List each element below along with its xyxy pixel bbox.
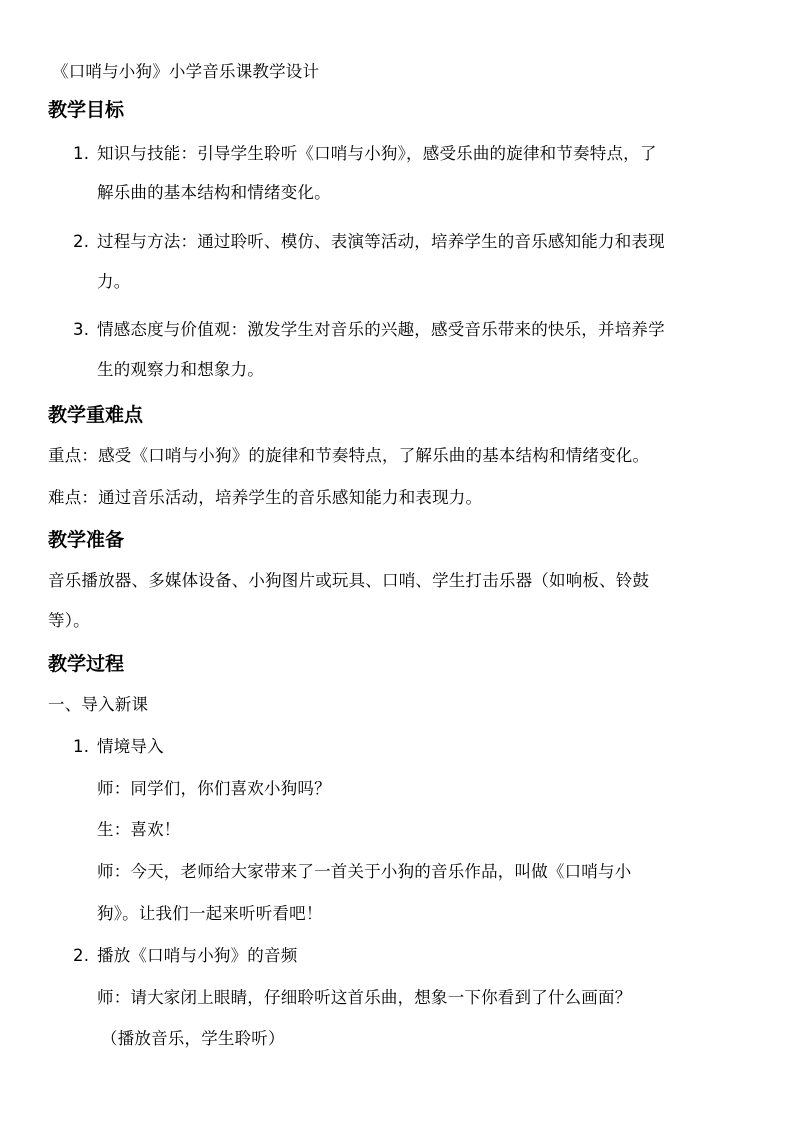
step-1	[73, 736, 164, 758]
focus-point: 重点：感受《口哨与小狗》的旋律和节奏特点，了解乐曲的基本结构和情绪变化。	[48, 446, 650, 465]
step-number-1: 1.	[73, 737, 90, 756]
step-label-1: 情境导入	[97, 737, 164, 756]
preparation-text-cont: 等）。	[48, 611, 90, 630]
preparation-heading: 教学准备	[48, 529, 125, 551]
objectives-heading: 教学目标	[48, 99, 125, 121]
objective-text-2-cont: 力。	[97, 272, 131, 291]
key-points-heading: 教学重难点	[48, 404, 144, 426]
objective-text-3: 情感态度与价值观：激发学生对音乐的兴趣，感受音乐带来的快乐，并培养学	[97, 320, 665, 339]
objective-item-2	[73, 231, 665, 253]
dialogue-teacher-2: 师：今天，老师给大家带来了一首关于小狗的音乐作品，叫做《口哨与小	[97, 862, 632, 881]
section-intro-heading: 一、导入新课	[48, 695, 149, 714]
dialogue-teacher-2-cont: 狗》。让我们一起来听听看吧！	[97, 904, 323, 923]
objective-text-2: 过程与方法：通过聆听、模仿、表演等活动，培养学生的音乐感知能力和表现	[97, 232, 665, 251]
stage-note: （播放音乐，学生聆听）	[101, 1029, 285, 1048]
dialogue-student-1: 生：喜欢！	[97, 820, 181, 839]
document-title: 《口哨与小狗》小学音乐课教学设计	[52, 62, 320, 81]
step-label-2: 播放《口哨与小狗》的音频	[97, 946, 298, 965]
preparation-text: 音乐播放器、多媒体设备、小狗图片或玩具、口哨、学生打击乐器（如响板、铃鼓	[48, 571, 650, 590]
objective-text-3-cont: 生的观察力和想象力。	[97, 360, 264, 379]
objective-item-1	[73, 143, 657, 165]
dialogue-teacher-3: 师：请大家闭上眼睛，仔细聆听这首乐曲，想象一下你看到了什么画面？	[97, 988, 632, 1007]
step-number-2: 2.	[73, 946, 90, 965]
difficulty-point: 难点：通过音乐活动，培养学生的音乐感知能力和表现力。	[48, 488, 483, 507]
objective-number-2: 2.	[73, 232, 90, 251]
objective-number-1: 1.	[73, 144, 90, 163]
objective-text-1: 知识与技能：引导学生聆听《口哨与小狗》，感受乐曲的旋律和节奏特点，了	[97, 144, 657, 163]
objective-item-3	[73, 319, 665, 341]
step-2	[73, 945, 297, 967]
objective-number-3: 3.	[73, 320, 90, 339]
dialogue-teacher-1: 师：同学们，你们喜欢小狗吗？	[97, 779, 331, 798]
objective-text-1-cont: 解乐曲的基本结构和情绪变化。	[97, 183, 331, 202]
process-heading: 教学过程	[48, 653, 125, 675]
